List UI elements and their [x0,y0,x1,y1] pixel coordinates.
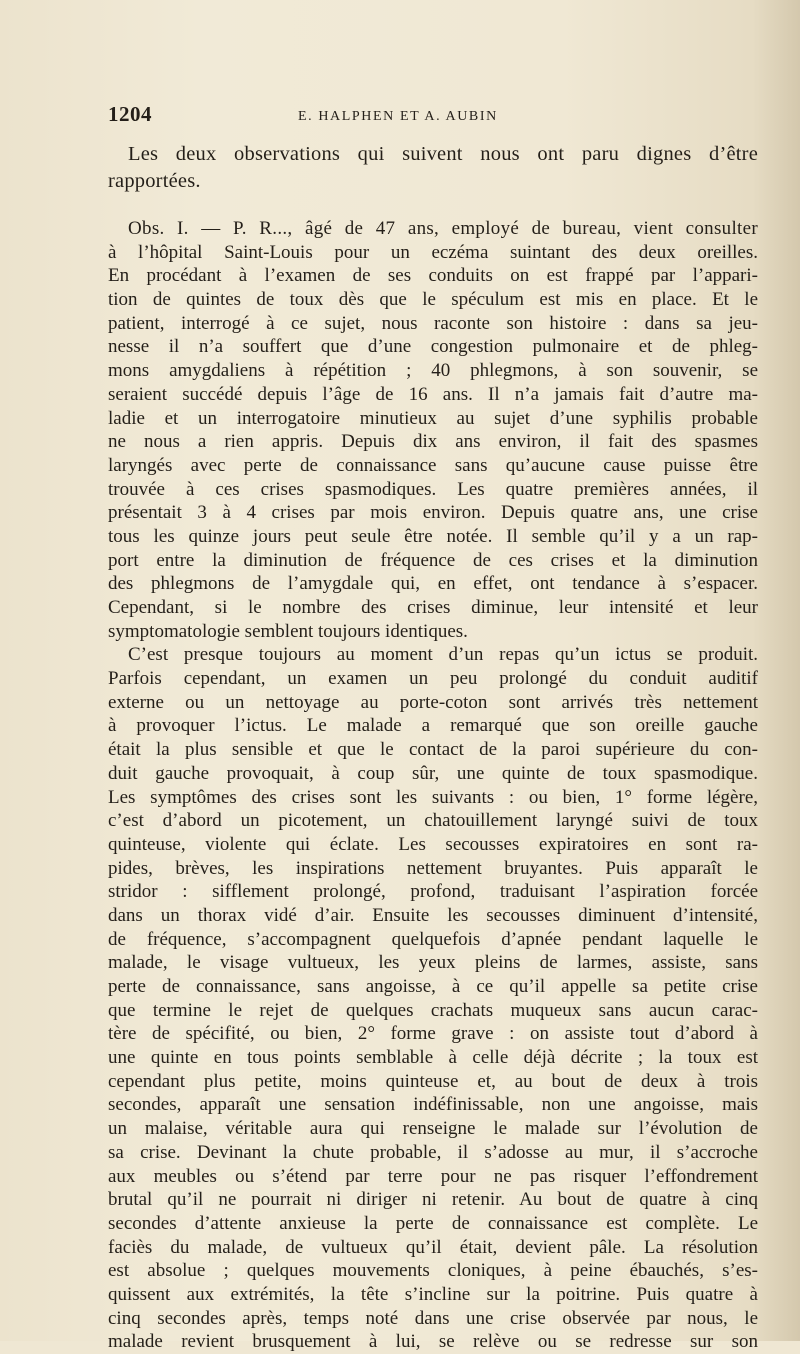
paragraph-gap [108,197,758,217]
text-line: à provoquer l’ictus. Le malade a remarqué que son oreille gauche [108,715,758,737]
body-text [108,143,758,1354]
text-line: port entre la diminution de fréquence de ces crises et la diminution [108,549,758,571]
text-line: perte de connaissance, sans angoisse, à ce qu’il appelle sa petite crise [108,976,758,997]
text-line: que termine le rejet de quelques crachats muqueux sans aucun carac- [108,999,758,1021]
text-line: Obs. I. — P. R..., âgé de 47 ans, employé de bureau, vient consulter [128,218,758,239]
text-line: Les deux observations qui suivent nous ont paru dignes d’être [128,143,758,165]
text-line: stridor : sifflement prolongé, profond, traduisant l’aspiration forcée [108,881,758,903]
text-line: rapportées. [108,170,201,192]
text-line: externe ou un nettoyage au porte-coton sont arrivés très nettement [108,691,758,713]
text-line: cependant plus petite, moins quinteuse et, au bout de deux à trois [108,1070,758,1092]
running-head: E. HALPHEN ET A. AUBIN [298,109,498,124]
text-line: cinq secondes après, temps noté dans une crise observée par nous, le [108,1307,758,1329]
text-line: malade revient brusquement à lui, se relève ou se redresse sur son [108,1331,758,1353]
text-line: secondes, apparaît une sensation indéfinissable, non une angoisse, mais [108,1094,758,1116]
text-line: ladie et un interrogatoire minutieux au sujet d’une syphilis probable [108,407,758,429]
text-line: était la plus sensible et que le contact de la paroi supérieure du con- [108,739,758,761]
text-line: quinteuse, violente qui éclate. Les secousses expiratoires en sont ra- [108,833,758,855]
text-line: quissent aux extrémités, la tête s’incline sur la poitrine. Puis quatre à [108,1283,758,1305]
text-line: nesse il n’a souffert que d’une congestion pulmonaire et de phleg- [108,336,758,358]
text-line: laryngés avec perte de connaissance sans qu’aucune cause puisse être [108,454,758,476]
page-number: 1204 [108,102,152,126]
text-line: pides, brèves, les inspirations nettement bruyantes. Puis apparaît le [108,857,758,879]
text-line: En procédant à l’examen de ses conduits on est frappé par l’appari- [108,265,758,287]
text-line: un malaise, véritable aura qui renseigne le malade sur l’évolution de [108,1118,758,1140]
text-line: secondes d’attente anxieuse la perte de connaissance est complète. Le [108,1212,758,1234]
text-line: sa crise. Devinant la chute probable, il s’adosse au mur, il s’accroche [108,1141,758,1163]
text-line: tion de quintes de toux dès que le spéculum est mis en place. Et le [108,289,758,311]
page-header [108,102,758,132]
text-line: seraient succédé depuis l’âge de 16 ans. Il n’a jamais fait d’autre ma- [108,383,758,405]
text-line: patient, interrogé à ce sujet, nous raconte son histoire : dans sa jeu- [108,312,758,334]
text-line: ne nous a rien appris. Depuis dix ans environ, il fait des spasmes [108,431,758,453]
text-line: faciès du malade, de vultueux qu’il était, devient pâle. La résolution [108,1236,758,1258]
observation-paragraph [108,217,758,1354]
text-line: c’est d’abord un picotement, un chatouillement laryngé suivi de toux [108,810,758,832]
text-line: est absolue ; quelques mouvements cloniques, à peine ébauchés, s’es- [108,1260,758,1282]
text-line: duit gauche provoquait, à coup sûr, une quinte de toux spasmodique. [108,762,758,784]
text-line: brutal qu’il ne pourrait ni diriger ni retenir. Au bout de quatre à cinq [108,1189,758,1211]
text-line: de fréquence, s’accompagnent quelquefois d’apnée pendant laquelle le [108,928,758,950]
text-line: Cependant, si le nombre des crises diminue, leur intensité et leur [108,597,758,618]
text-line: Parfois cependant, un examen un peu prolongé du conduit auditif [108,668,758,690]
text-line: à l’hôpital Saint-Louis pour un eczéma suintant des deux oreilles. [108,241,758,263]
text-line: présentait 3 à 4 crises par mois environ. Depuis quatre ans, une crise [108,502,758,524]
text-line: tous les quinze jours peut seule être notée. Il semble qu’il y a un rap- [108,525,758,547]
text-line: Les symptômes des crises sont les suivants : ou bien, 1° forme légère, [108,786,758,808]
text-line: dans un thorax vidé d’air. Ensuite les secousses diminuent d’intensité, [108,904,758,926]
intro-paragraph [108,143,758,197]
text-line: une quinte en tous points semblable à celle déjà décrite ; la toux est [108,1047,758,1069]
text-line: des phlegmons de l’amygdale qui, en effet, ont tendance à s’espacer. [108,573,758,595]
text-line: tère de spécifité, ou bien, 2° forme grave : on assiste tout d’abord à [108,1023,758,1045]
text-line: symptomatologie semblent toujours identiques. [108,620,468,642]
text-line: mons amygdaliens à répétition ; 40 phlegmons, à son souvenir, se [108,360,758,382]
text-line: trouvée à ces crises spasmodiques. Les quatre premières années, il [108,478,758,500]
text-line: malade, le visage vultueux, les yeux pleins de larmes, assiste, sans [108,952,758,974]
text-line: aux meubles ou s’étend par terre pour ne pas risquer l’effondrement [108,1165,758,1187]
text-line: C’est presque toujours au moment d’un repas qu’un ictus se produit. [128,644,758,666]
